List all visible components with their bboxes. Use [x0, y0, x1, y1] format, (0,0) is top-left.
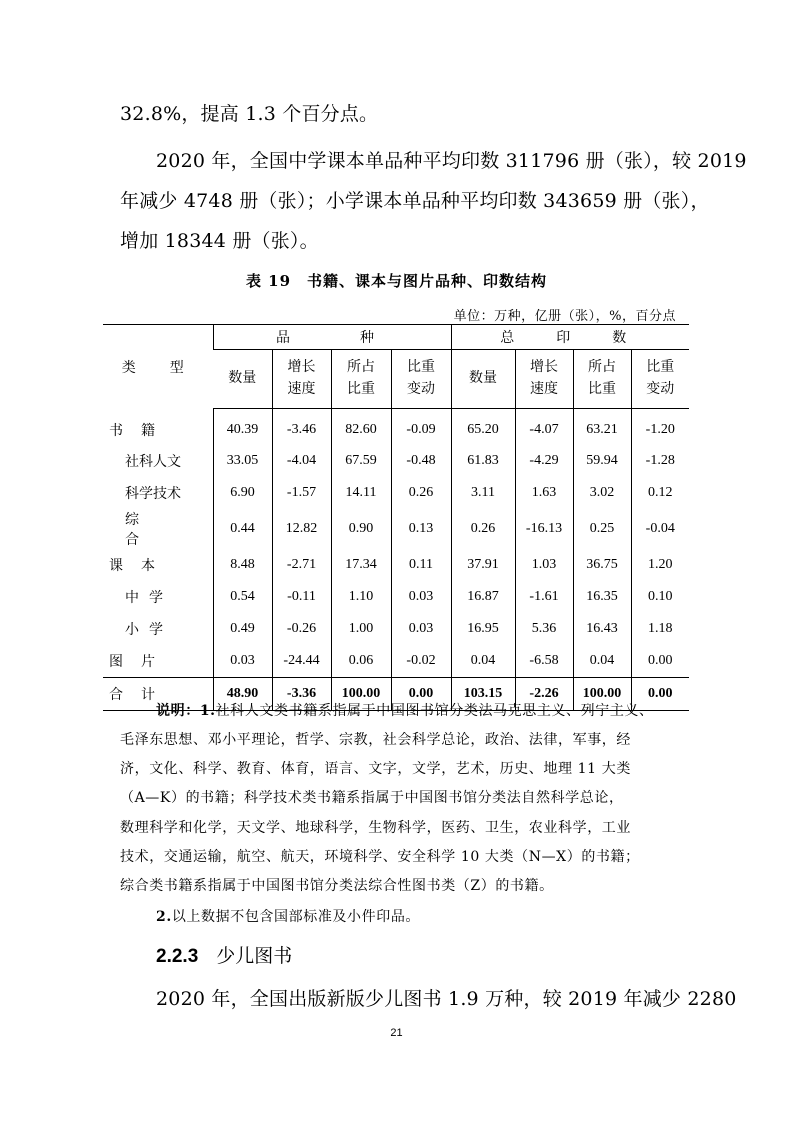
column-header: [515, 350, 573, 409]
table-caption: 表 19 书籍、课本与图片品种、印数结构: [245, 272, 548, 290]
page-number: 21: [390, 1027, 403, 1039]
note-line: 技术，交通运输，航空、航天，环境科学、安全科学 10 大类（N—X）的书籍；: [120, 849, 640, 865]
table-cell: 0.25: [573, 509, 631, 549]
table-cell: 0.10: [631, 581, 689, 613]
paragraph-line: 2020 年，全国出版新版少儿图书 1.9 万种，较 2019 年减少 2280: [156, 988, 737, 1010]
note-text: 以上数据不包含国部标准及小件印品。: [171, 909, 421, 925]
table-cell: 3.11: [451, 477, 515, 509]
table-cell: -16.13: [515, 509, 573, 549]
table-cell: -0.11: [272, 581, 331, 613]
column-header: [331, 350, 391, 409]
table-cell: -0.09: [391, 409, 451, 446]
table-cell: 0.06: [331, 645, 391, 678]
table-cell: 100.00: [331, 678, 391, 711]
row-label: 小学: [125, 623, 173, 638]
group-header-varieties: 品 种: [213, 325, 451, 350]
table-cell: 1.03: [515, 549, 573, 581]
table-cell: -4.29: [515, 445, 573, 477]
table-cell: 14.11: [331, 477, 391, 509]
table-cell: 17.34: [331, 549, 391, 581]
table-cell: 0.03: [391, 613, 451, 645]
table-cell: 5.36: [515, 613, 573, 645]
table-cell: -0.04: [631, 509, 689, 549]
table-cell: 67.59: [331, 445, 391, 477]
table-cell: 0.11: [391, 549, 451, 581]
table-cell: -2.71: [272, 549, 331, 581]
row-label: 书籍: [109, 423, 173, 439]
table-cell: 37.91: [451, 549, 515, 581]
table-cell: 59.94: [573, 445, 631, 477]
table-cell: 0.44: [213, 509, 272, 549]
column-header-line: 增长: [287, 360, 316, 375]
table-cell: 0.00: [631, 678, 689, 711]
table-cell: 61.83: [451, 445, 515, 477]
column-header-line: 变动: [407, 382, 435, 397]
table-cell: -0.26: [272, 613, 331, 645]
table-cell: -6.58: [515, 645, 573, 678]
note-line: 综合类书籍系指属于中国图书馆分类法综合性图书类（Z）的书籍。: [120, 878, 554, 894]
table-cell: 0.49: [213, 613, 272, 645]
column-header-line: 比重: [407, 360, 435, 375]
table-row: [103, 645, 689, 678]
table-row: [103, 613, 689, 645]
table-cell: 0.03: [391, 581, 451, 613]
paragraph-line: 年减少 4748 册（张）；小学课本单品种平均印数 343659 册（张），: [120, 190, 710, 212]
row-label: 图片: [109, 655, 173, 670]
column-header: [451, 350, 515, 409]
table-cell: -0.02: [391, 645, 451, 678]
table-cell: 0.04: [573, 645, 631, 678]
paragraph-line: 增加 18344 册（张）。: [120, 230, 319, 252]
column-header-line: 数量: [469, 371, 497, 386]
table-cell: 0.03: [213, 645, 272, 678]
note-line: [156, 698, 654, 724]
table-cell: -24.44: [272, 645, 331, 678]
table-cell: -2.26: [515, 678, 573, 711]
table-cell: 0.26: [451, 509, 515, 549]
table-row: [103, 409, 689, 446]
column-header-line: 所占: [347, 360, 375, 375]
table-cell: 16.35: [573, 581, 631, 613]
note-prefix: 说明：: [156, 703, 200, 719]
table-cell: 0.26: [391, 477, 451, 509]
column-header-line: 速度: [530, 382, 558, 397]
table-cell: -4.04: [272, 445, 331, 477]
row-label: 社科人文: [125, 455, 181, 470]
table-cell: -1.20: [631, 409, 689, 446]
table-cell: 63.21: [573, 409, 631, 446]
row-label: 课本: [109, 559, 173, 574]
table-cell: -1.57: [272, 477, 331, 509]
table-row: [103, 445, 689, 477]
note-line: 数理科学和化学，天文学、地球科学，生物科学，医药、卫生，农业科学，工业: [120, 820, 631, 836]
table-cell: 36.75: [573, 549, 631, 581]
column-header: [631, 350, 689, 409]
table-cell: 1.20: [631, 549, 689, 581]
note-line: [156, 904, 420, 930]
table-cell: 6.90: [213, 477, 272, 509]
column-header-line: 比重: [347, 382, 375, 397]
column-header-line: 比重: [588, 382, 616, 397]
table-cell: 0.04: [451, 645, 515, 678]
column-header-line: 增长: [530, 360, 558, 375]
table-cell: 1.63: [515, 477, 573, 509]
table-cell: 12.82: [272, 509, 331, 549]
column-header-line: 速度: [287, 382, 316, 397]
note-line: 济，文化、科学、教育、体育，语言、文字，文学，艺术，历史、地理 11 大类: [120, 761, 631, 777]
table-body: [103, 409, 689, 711]
table-cell: -1.61: [515, 581, 573, 613]
column-header: [213, 350, 272, 409]
column-header: [391, 350, 451, 409]
table-row: [103, 581, 689, 613]
group-header-printing: 总 印 数: [451, 325, 689, 350]
table-cell: 33.05: [213, 445, 272, 477]
note-text: 社科人文类书籍系指属于中国图书馆分类法马克思主义、列宁主义、: [215, 703, 654, 719]
table-cell: 1.18: [631, 613, 689, 645]
table-cell: -4.07: [515, 409, 573, 446]
row-label: 综合: [125, 513, 171, 548]
table-cell: -3.36: [272, 678, 331, 711]
note-number: 2.: [156, 909, 172, 925]
table-cell: 8.48: [213, 549, 272, 581]
table-cell: 65.20: [451, 409, 515, 446]
column-header-line: 变动: [646, 382, 675, 397]
type-header: 类 型: [103, 325, 213, 409]
row-label: 科学技术: [125, 487, 181, 502]
table-cell: 0.12: [631, 477, 689, 509]
note-line: 毛泽东思想、邓小平理论，哲学、宗教，社会科学总论，政治、法律，军事，经: [120, 732, 631, 748]
table-cell: 16.87: [451, 581, 515, 613]
table-cell: 1.00: [331, 613, 391, 645]
table-cell: 3.02: [573, 477, 631, 509]
column-header: [573, 350, 631, 409]
column-header-line: 所占: [588, 360, 616, 375]
table-cell: 1.10: [331, 581, 391, 613]
table-cell: 16.95: [451, 613, 515, 645]
note-line: （A—K）的书籍；科学技术类书籍系指属于中国图书馆分类法自然科学总论，: [120, 790, 624, 806]
table-cell: 48.90: [213, 678, 272, 711]
table-cell: 103.15: [451, 678, 515, 711]
section-heading: [156, 941, 292, 968]
section-title: 少儿图书: [216, 945, 293, 967]
table-row: [103, 509, 689, 549]
row-label: 中学: [125, 591, 173, 606]
column-header-line: 数量: [228, 371, 257, 386]
note-number: 1.: [199, 703, 216, 719]
paragraph-line: 32.8%，提高 1.3 个百分点。: [120, 103, 379, 125]
table-cell: -0.48: [391, 445, 451, 477]
table-cell: 100.00: [573, 678, 631, 711]
table-cell: 16.43: [573, 613, 631, 645]
section-number: 2.2.3: [156, 946, 199, 967]
table-cell: -3.46: [272, 409, 331, 446]
paragraph-line: 2020 年，全国中学课本单品种平均印数 311796 册（张），较 2019: [156, 150, 747, 172]
table-cell: 0.90: [331, 509, 391, 549]
table-row: [103, 549, 689, 581]
table-row: [103, 477, 689, 509]
table-cell: -1.28: [631, 445, 689, 477]
table-cell: 0.54: [213, 581, 272, 613]
table-cell: 0.00: [391, 678, 451, 711]
column-header-line: 比重: [646, 360, 675, 375]
column-header: [272, 350, 331, 409]
table-unit-note: 单位：万种，亿册（张），%，百分点: [453, 309, 676, 324]
table-cell: 82.60: [331, 409, 391, 446]
table-cell: 0.00: [631, 645, 689, 678]
row-label: 合计: [103, 678, 213, 711]
table-cell: 40.39: [213, 409, 272, 446]
structure-table: [103, 324, 689, 711]
table-cell: 0.13: [391, 509, 451, 549]
